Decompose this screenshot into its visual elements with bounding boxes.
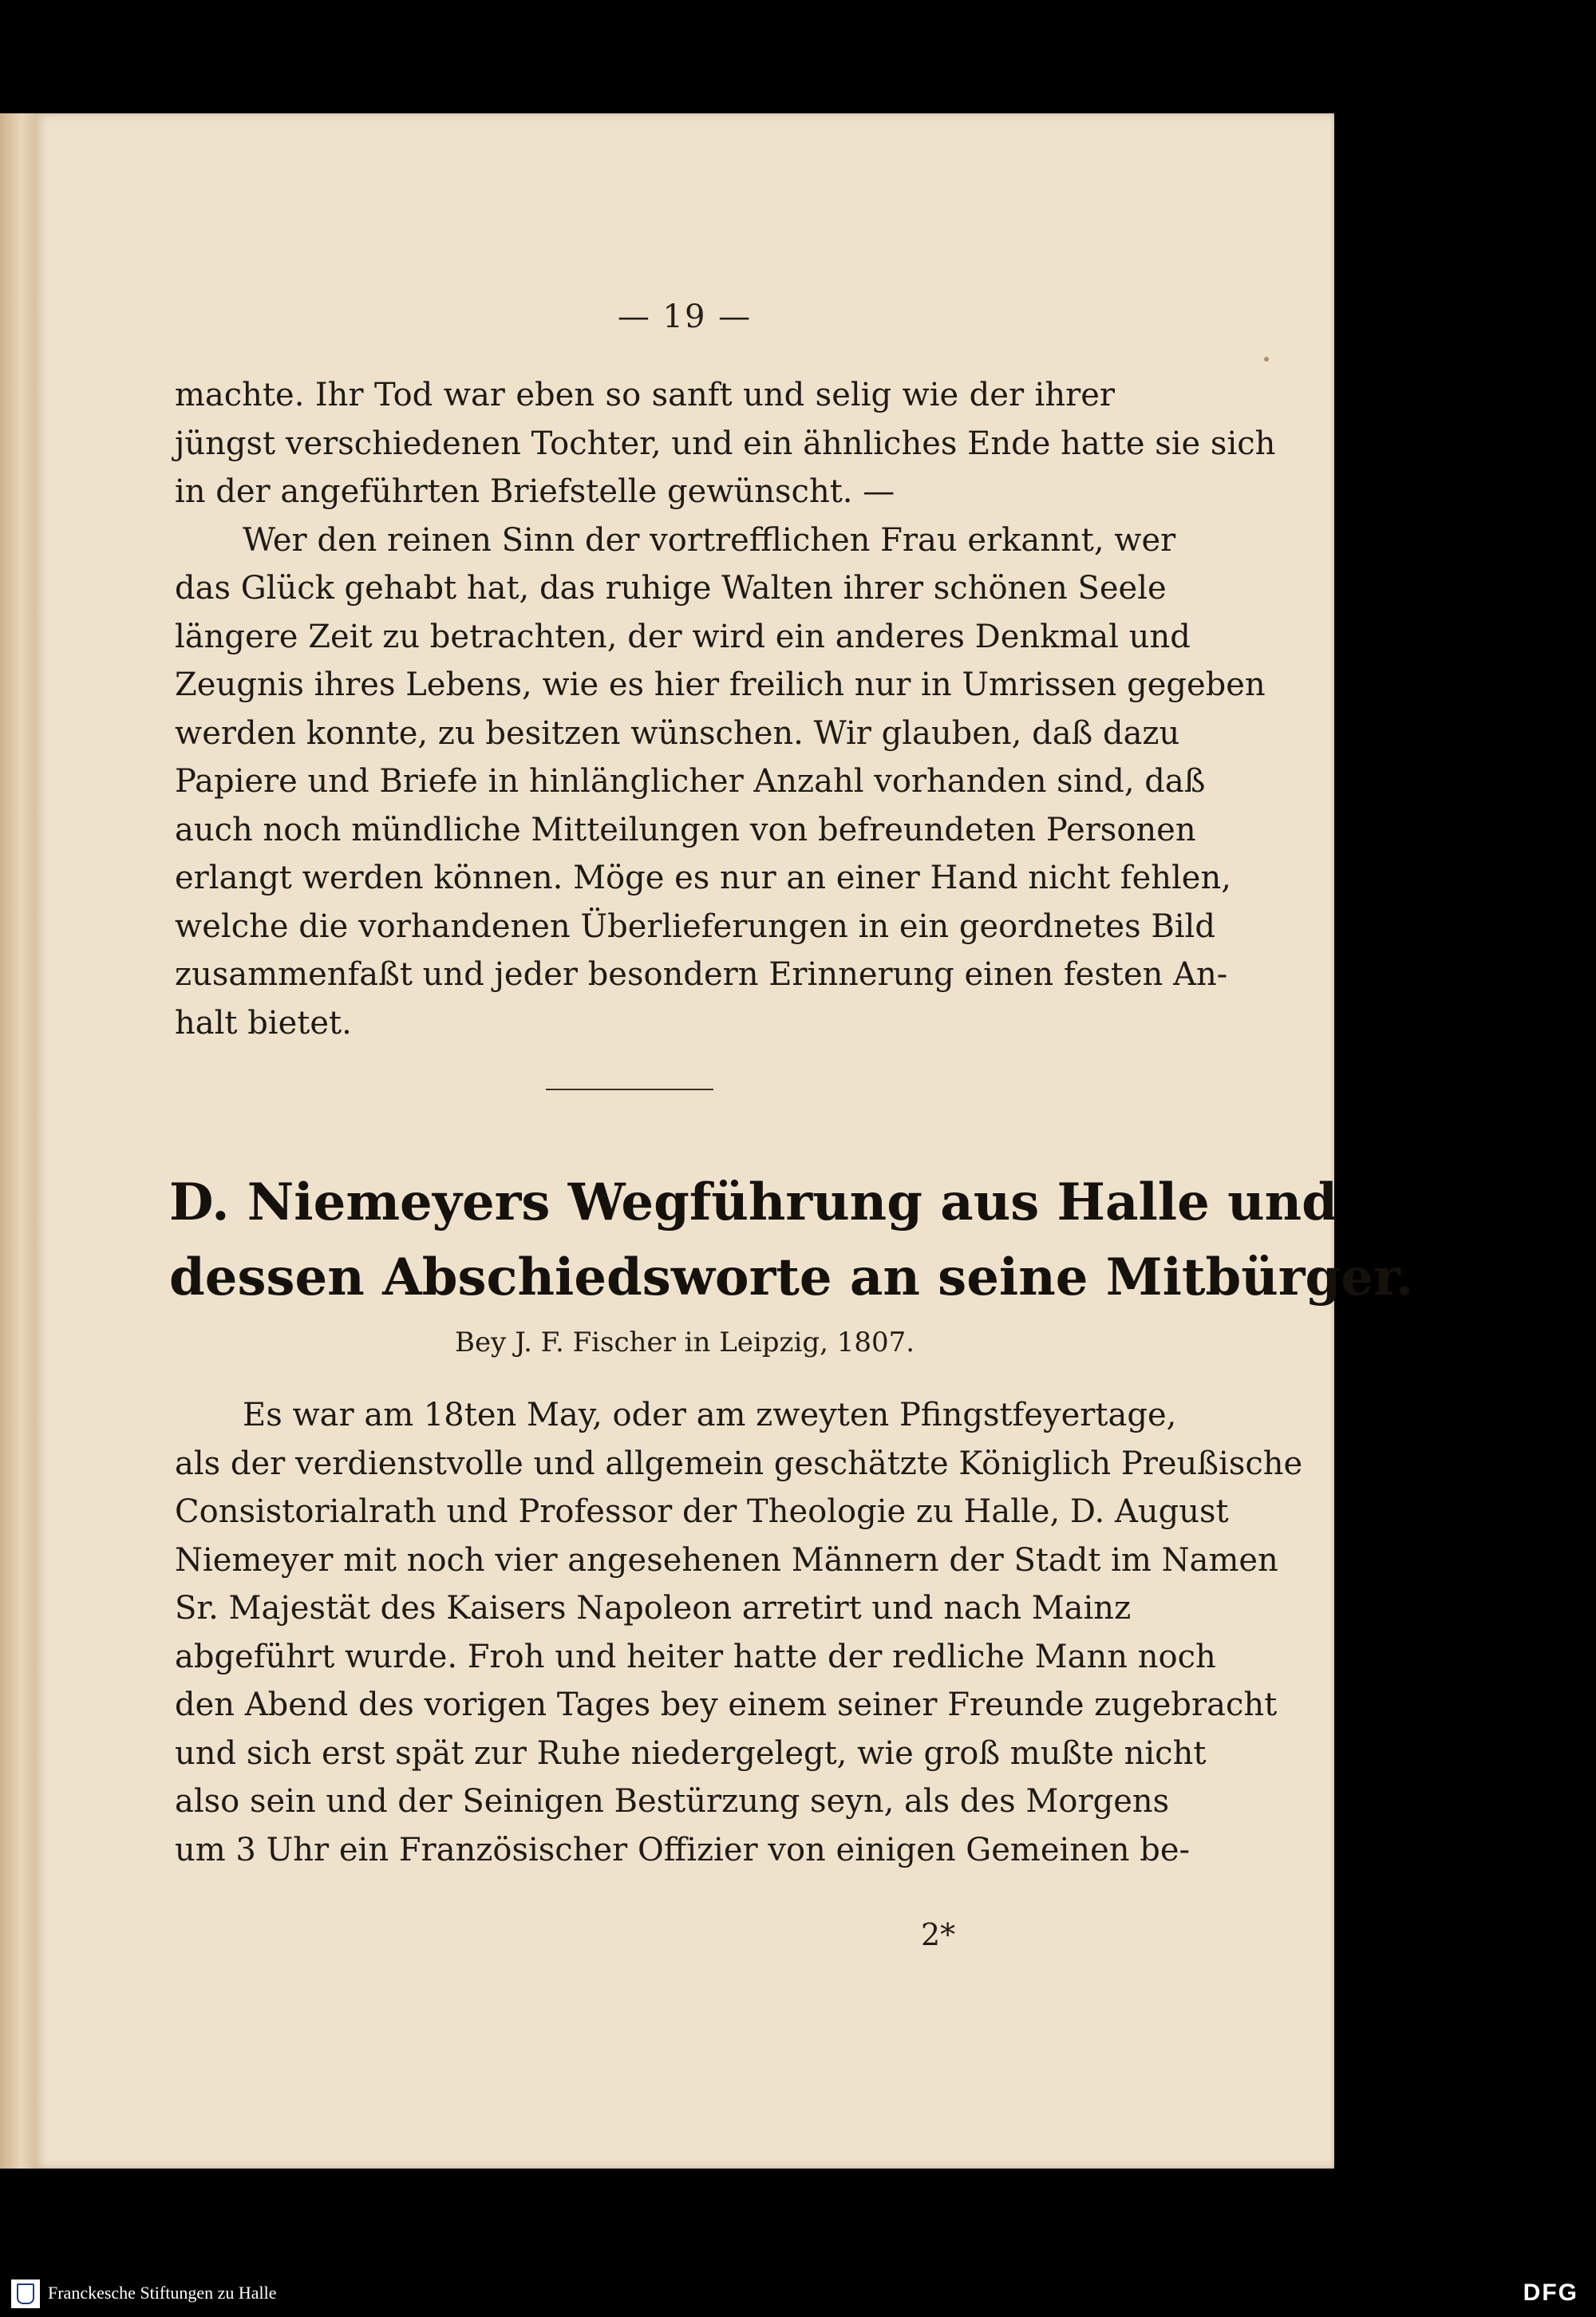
section-divider <box>546 1089 713 1090</box>
text-line: Wer den reinen Sinn der vortrefflichen Frau erkannt, wer <box>243 521 1176 559</box>
text-line: Es war am 18ten May, oder am zweyten Pfingstfeyertage, <box>243 1397 1177 1433</box>
text-line: Papiere und Briefe in hinlänglicher Anzahl vorhanden sind, daß <box>175 763 1206 800</box>
book-page <box>35 113 1414 2169</box>
text-line: zusammenfaßt und jeder besondern Erinnerung einen festen An- <box>175 956 1228 993</box>
page-number: — 19 — <box>617 299 753 335</box>
text-line: Niemeyer mit noch vier angesehenen Männern der Stadt im Namen <box>175 1541 1278 1579</box>
paper-speck <box>1264 357 1269 362</box>
text-line: erlangt werden können. Möge es nur an einer Hand nicht fehlen, <box>175 860 1231 896</box>
text-line: machte. Ihr Tod war eben so sanft und selig wie der ihrer <box>175 377 1115 413</box>
left-page-edge <box>0 113 35 2169</box>
text-line: in der angeführten Briefstelle gewünscht. — <box>175 473 895 510</box>
section-heading <box>169 1165 1414 1315</box>
text-line: werden konnte, zu besitzen wünschen. Wir glauben, daß dazu <box>175 714 1180 752</box>
heading-line: dessen Abschiedsworte an seine Mitbürger. <box>169 1247 1414 1307</box>
text-line: als der verdienstvolle und allgemein geschätzte Königlich Preußische <box>175 1445 1303 1482</box>
heading-line: D. Niemeyers Wegführung aus Halle und <box>169 1172 1337 1232</box>
text-line: den Abend des vorigen Tages bey einem seiner Freunde zugebracht <box>175 1686 1278 1723</box>
body-text-top <box>175 371 1276 1047</box>
text-line: längere Zeit zu betrachten, der wird ein anderes Denkmal und <box>175 618 1191 655</box>
printer-signature-mark: 2* <box>921 1917 956 1952</box>
section-subtitle: Bey J. F. Fischer in Leipzig, 1807. <box>454 1327 915 1358</box>
body-text-bottom <box>175 1391 1303 1874</box>
text-line: jüngst verschiedenen Tochter, und ein ähnliches Ende hatte sie sich <box>175 425 1276 462</box>
text-line: das Glück gehabt hat, das ruhige Walten ihrer schönen Seele <box>175 570 1167 607</box>
text-line: halt bietet. <box>175 1004 352 1042</box>
text-line: Zeugnis ihres Lebens, wie es hier freilich nur in Umrissen gegeben <box>175 666 1266 703</box>
text-line: Sr. Majestät des Kaisers Napoleon arretirt und nach Mainz <box>175 1590 1132 1627</box>
viewer-footer-bar <box>0 2272 1596 2317</box>
institution-logo-icon <box>11 2279 40 2308</box>
dfg-logo: DFG <box>1523 2279 1578 2306</box>
text-line: abgeführt wurde. Froh und heiter hatte der redliche Mann noch <box>175 1638 1216 1675</box>
institution-name: Franckesche Stiftungen zu Halle <box>48 2283 277 2303</box>
text-line: und sich erst spät zur Ruhe niedergelegt, wie groß mußte nicht <box>175 1734 1207 1772</box>
text-line: Consistorialrath und Professor der Theologie zu Halle, D. August <box>175 1493 1229 1530</box>
text-line: also sein und der Seinigen Bestürzung seyn, als des Morgens <box>175 1783 1170 1820</box>
text-line: um 3 Uhr ein Französischer Offizier von einigen Gemeinen be- <box>175 1831 1191 1868</box>
text-line: auch noch mündliche Mitteilungen von befreundeten Personen <box>175 811 1196 848</box>
text-line: welche die vorhandenen Überlieferungen in ein geordnetes Bild <box>175 907 1215 945</box>
